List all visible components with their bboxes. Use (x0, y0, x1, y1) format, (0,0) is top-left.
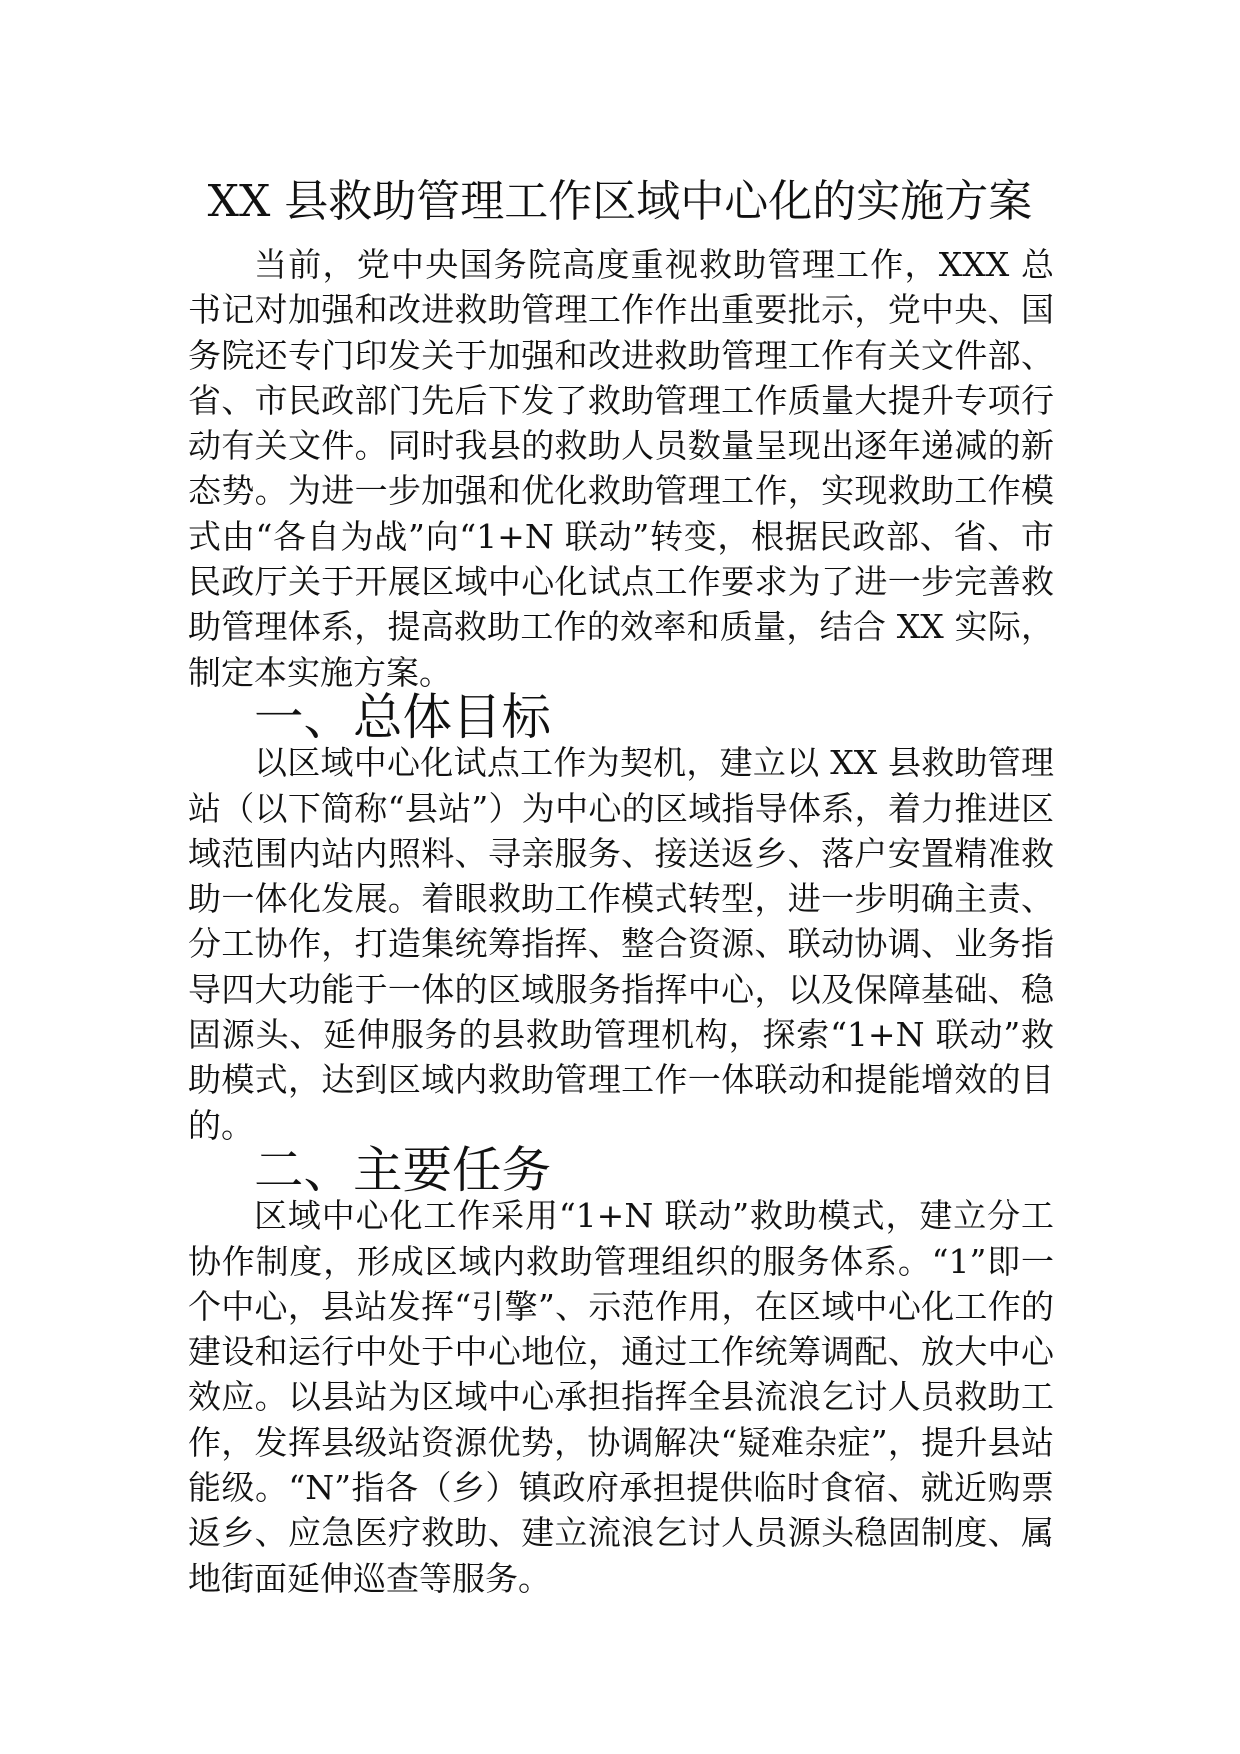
document-title: XX 县救助管理工作区域中心化的实施方案 (207, 176, 1033, 227)
document-body (188, 242, 1054, 1601)
section-heading-overall-goal: 一、总体目标 (254, 687, 551, 746)
intro-paragraph: 当前，党中央国务院高度重视救助管理工作，XXX 总书记对加强和改进救助管理工作作出重要批示，党中央、国务院还专门印发关于加强和改进救助管理工作有关文件部、省、市民政部门先后下发了救助管理工作质量大提升专项行动有关文件。同时我县的救助人员数量呈现出逐年递减的新态势。为进一步加强和优化救助管理工作，实现救助工作模式由“各自为战”向“1+N 联动”转变，根据民政部、省、市民政厅关于开展区域中心化试点工作要求为了进一步完善救助管理体系，提高救助工作的效率和质量，结合 XX 实际，制定本实施方案。 (188, 245, 1054, 692)
overall-goal-paragraph: 以区域中心化试点工作为契机，建立以 XX 县救助管理站（以下简称“县站”）为中心的区域指导体系，着力推进区域范围内站内照料、寻亲服务、接送返乡、落户安置精准救助一体化发展。着眼救助工作模式转型，进一步明确主责、分工协作，打造集统筹指挥、整合资源、联动协调、业务指导四大功能于一体的区域服务指挥中心，以及保障基础、稳固源头、延伸服务的县救助管理机构，探索“1+N 联动”救助模式，达到区域内救助管理工作一体联动和提能增效的目的。 (188, 743, 1054, 1145)
main-tasks-paragraph: 区域中心化工作采用“1+N 联动”救助模式，建立分工协作制度，形成区域内救助管理组织的服务体系。“1”即一个中心，县站发挥“引擎”、示范作用，在区域中心化工作的建设和运行中处于中心地位，通过工作统筹调配、放大中心效应。以县站为区域中心承担指挥全县流浪乞讨人员救助工作，发挥县级站资源优势，协调解决“疑难杂症”，提升县站能级。“N”指各（乡）镇政府承担提供临时食宿、就近购票返乡、应急医疗救助、建立流浪乞讨人员源头稳固制度、属地街面延伸巡查等服务。 (188, 1196, 1054, 1598)
section-heading-main-tasks: 二、主要任务 (254, 1140, 551, 1199)
